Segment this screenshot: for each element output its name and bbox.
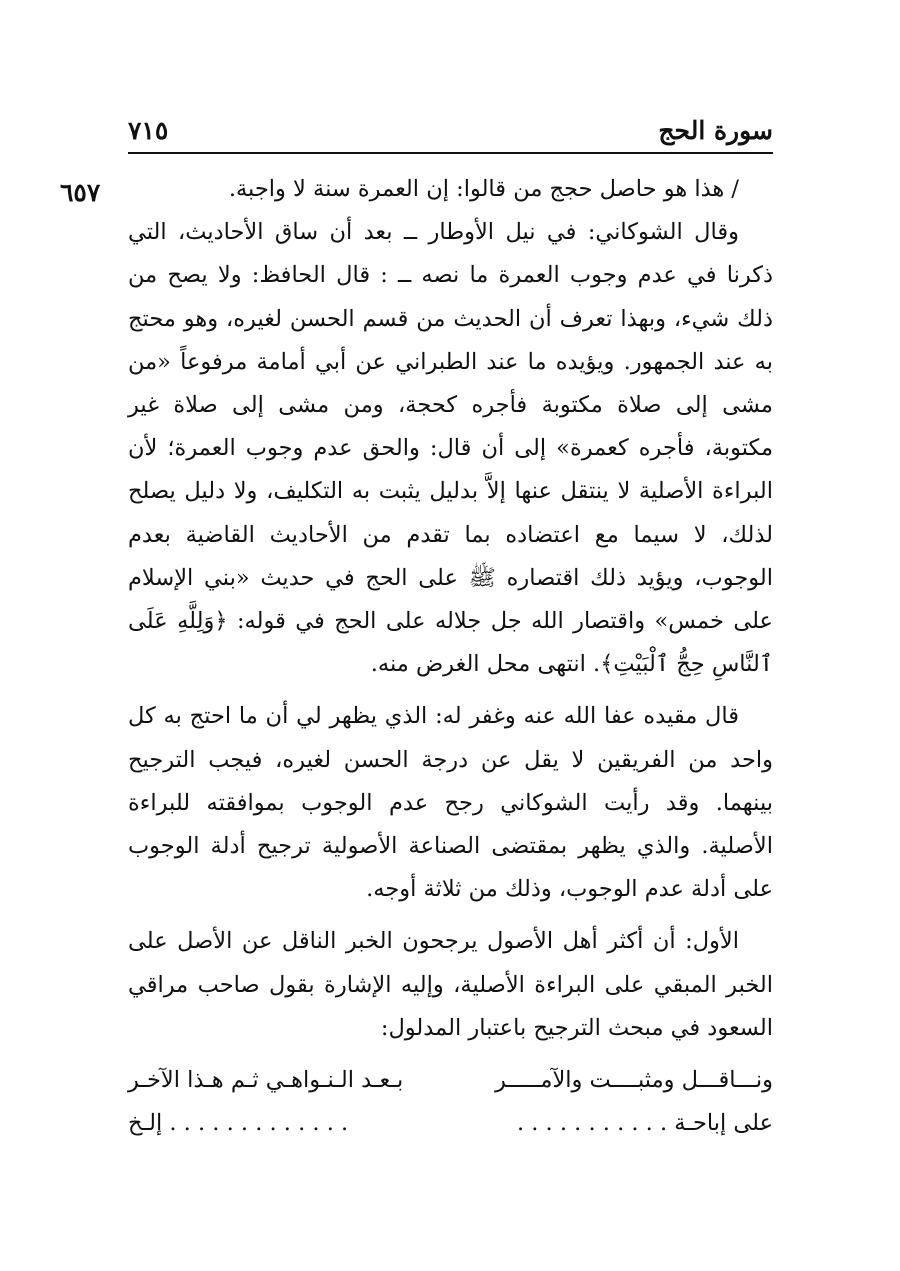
page-number: ٧١٥ [128,116,169,145]
verse-line-2 [128,1102,773,1145]
paragraph-first-reason: الأول: أن أكثر أهل الأصول يرجحون الخبر الناقل عن الأصل على الخبر المبقي على البراءة الأصلية، وإليه الإشارة بقول صاحب مراقي السعود في مبحث الترجيح باعتبار المدلول: [128,928,773,1041]
body-text [128,168,773,1145]
verse-line-1 [128,1059,773,1102]
verse-line-2-right: على إباحـة . . . . . . . . . . . [516,1110,773,1137]
verse-line-2-left: . . . . . . . . . . . . . إلـخ [128,1110,349,1137]
running-title: سورة الحج [658,116,773,145]
paragraph-shawkani-quote: وقال الشوكاني: في نيل الأوطار ــ بعد أن ساق الأحاديث، التي ذكرنا في عدم وجوب العمرة ما نصه ــ : قال الحافظ: ولا يصح من ذلك شيء، وبهذا تعرف أن الحديث من قسم الحسن لغيره، وهو محتج به عند الجمهور. ويؤيده ما عند الطبراني عن أبي أمامة مرفوعاً «من مشى إلى صلاة مكتوبة فأجره كحجة، ومن مشى إلى صلاة غير مكتوبة، فأجره كعمرة» إلى أن قال: والحق عدم وجوب العمرة؛ لأن البراءة الأصلية لا ينتقل عنها إلاَّ بدليل يثبت به التكليف، ولا دليل يصلح لذلك، لا سيما مع اعتضاده بما تقدم من الأحاديث القاضية بعدم الوجوب، ويؤيد ذلك اقتصاره ﷺ على الحج في حديث «بني الإسلام على خمس» واقتصار الله جل جلاله على الحج في قوله: ﴿وَلِلَّهِ عَلَى ٱلنَّاسِ حِجُّ ٱلْبَيْتِ﴾. انتهى محل الغرض منه. [128,219,773,678]
paragraph-author-opinion: قال مقيده عفا الله عنه وغفر له: الذي يظهر لي أن ما احتج به كل واحد من الفريقين لا يقل عن درجة الحسن لغيره، فيجب الترجيح بينهما. وقد رأيت الشوكاني رجح عدم الوجوب بموافقته للبراءة الأصلية. والذي يظهر بمقتضى الصناعة الأصولية ترجيح أدلة الوجوب على أدلة عدم الوجوب، وذلك من ثلاثة أوجه. [128,703,773,903]
verse-line-1-left: بـعـد الـنـواهـي ثـم هـذا الآخـر [128,1067,404,1094]
paragraph-opening: / هذا هو حاصل حجج من قالوا: إن العمرة سنة لا واجبة. [228,176,739,202]
verse-line-1-right: ونـــاقـــل ومثبــــت والآمـــــر [495,1067,773,1094]
margin-page-number: ٦٥٧ [60,178,101,207]
page-header [128,112,773,154]
